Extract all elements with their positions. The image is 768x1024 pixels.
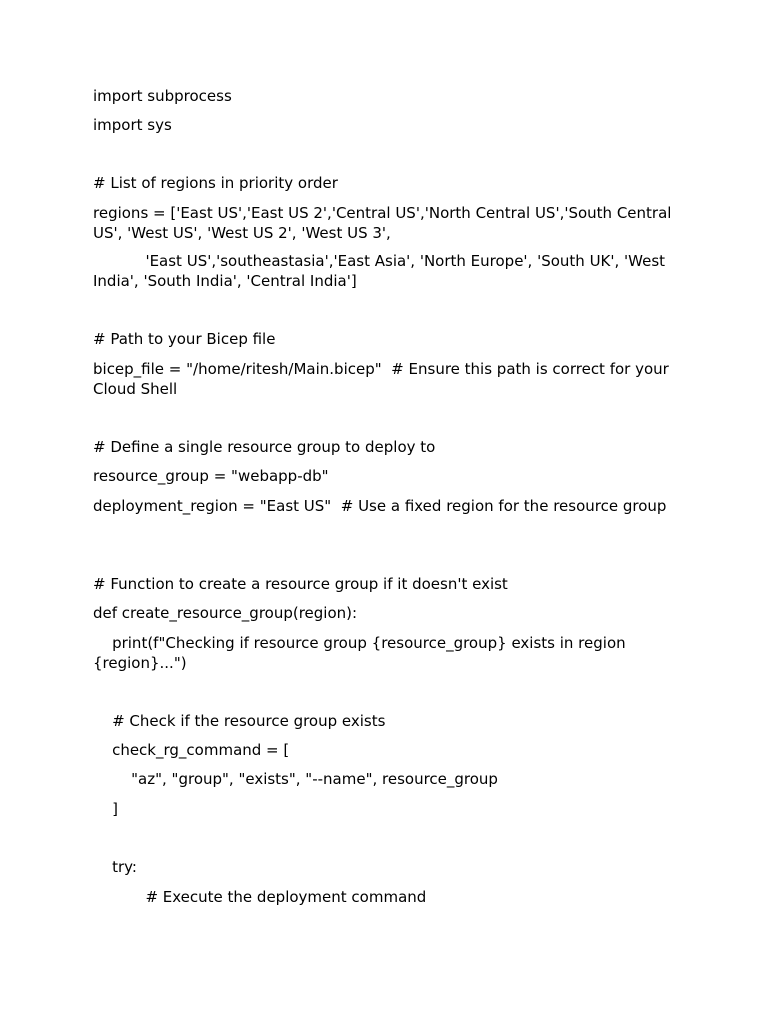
code-line: deployment_region = "East US" # Use a fixed region for the resource group (93, 497, 667, 515)
code-line: try: (93, 858, 137, 876)
code-line: check_rg_command = [ (93, 741, 290, 759)
code-line: import sys (93, 116, 172, 134)
code-line: bicep_file = "/home/ritesh/Main.bicep" # Ensure this path is correct for your Cloud Shell (93, 360, 674, 398)
code-line: 'East US','southeastasia','East Asia', 'North Europe', 'South UK', 'West India', 'South India', 'Central India'] (93, 252, 670, 290)
code-line: # List of regions in priority order (93, 174, 338, 192)
code-line: # Execute the deployment command (93, 888, 427, 906)
code-line: # Function to create a resource group if it doesn't exist (93, 575, 508, 593)
code-line: # Check if the resource group exists (93, 712, 386, 730)
code-line: ] (93, 800, 118, 818)
code-line: "az", "group", "exists", "--name", resource_group (93, 770, 498, 788)
code-line: # Define a single resource group to deploy to (93, 438, 436, 456)
code-line: # Path to your Bicep file (93, 330, 276, 348)
code-line: print(f"Checking if resource group {resource_group} exists in region {region}...") (93, 634, 631, 672)
code-line: resource_group = "webapp-db" (93, 467, 329, 485)
code-line: import subprocess (93, 87, 232, 105)
code-line: def create_resource_group(region): (93, 604, 358, 622)
code-line: regions = ['East US','East US 2','Central US','North Central US','South Central US', 'West US', 'West US 2', 'West US 3', (93, 204, 677, 242)
